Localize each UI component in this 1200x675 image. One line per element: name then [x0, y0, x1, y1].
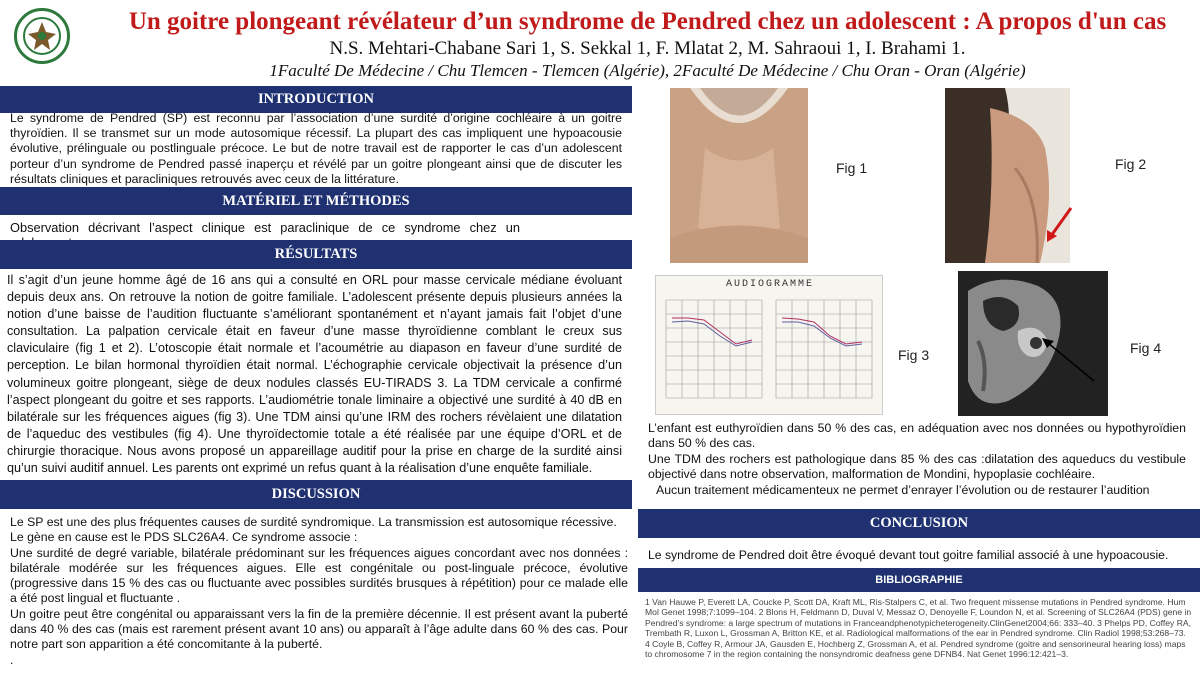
- results-text: Il s’agit d’un jeune homme âgé de 16 ans qui a consulté en ORL pour masse cervicale médiane évoluant depuis deux ans. On retrouve la notion de goitre familiale. L’adolescent présente depuis plusieurs années la notion d’une baisse de l’audition fluctuante s’améliorant spontanément et n’ayant jamais fait l’objet d’une consultation. La palpation cervicale était en faveur d’une masse thyroïdienne comblant le creux sus claviculaire (fig 1 et 2). L’otoscopie était normale et l’acoumétrie au diapason en faveur d’une surdité de perception. Le bilan hormonal thyroïdien était normal. L’échographie cervicale objectivait la présence d’un volumineux goitre plongeant, siège de deux nodules classés EU-TIRADS 3. La TDM cervicale a confirmé l’aspect plongeant du goitre et ses rapports. L’audiométrie tonale liminaire a objectivé une surdité à 40 dB en bilatérale sur les fréquences aigues (fig 3). Une TDM ainsi qu’une IRM des rochers révèlaient une dilatation de l’aqueduc des vestibules (fig 4). Une thyroïdectomie totale a été réalisée par une équipe d’ORL et de chirurgie thoracique. Nous avons proposé un appareillage auditif pour la prise en charge de la surdité ainsi qu’un suivi auditif annuel. Les parents ont exprimé un refus quant à la réalisation d’une enquête familiale.: [7, 273, 622, 476]
- red-arrow-icon: [1043, 206, 1073, 246]
- logo-emblem-icon: [20, 14, 64, 58]
- university-logo: [14, 8, 70, 64]
- discussion-paragraph: .: [10, 652, 14, 667]
- figure-2-profile-photo: [945, 88, 1070, 263]
- discussion-heading: DISCUSSION: [0, 480, 632, 509]
- discussion-paragraph: Le SP est une des plus fréquentes causes de surdité syndromique. La transmission est autosomique récessive.: [10, 515, 617, 529]
- conclusion-heading: CONCLUSION: [638, 509, 1200, 538]
- figure-1-label: Fig 1: [836, 160, 868, 176]
- right-paragraph: Une TDM des rochers est pathologique dans 85 % des cas :dilatation des aqueducs du vestibule objectivé dans notre observation, malformation de Mondini, hypoplasie cochléaire.: [648, 451, 1186, 482]
- conclusion-text: Le syndrome de Pendred doit être évoqué devant tout goitre familial associé à une hypoacousie.: [648, 548, 1169, 562]
- introduction-heading: INTRODUCTION: [0, 86, 632, 113]
- figure-3-audiogram: [655, 275, 883, 415]
- affiliations: 1Faculté De Médecine / Chu Tlemcen - Tlemcen (Algérie), 2Faculté De Médecine / Chu Oran - Oran (Algérie): [269, 61, 1026, 80]
- bibliography-text: 1 Van Hauwe P, Everett LA, Coucke P, Scott DA, Kraft ML, Ris-Stalpers C, et al. Two frequent missense mutations in Pendred syndrome. Hum Mol Genet 1998;7:1099–104. 2 Blons H, Feldmann D, Duval V, Messaz O, Denoyelle F, Loundon N, et al. Screening of SLC26A4 (PDS) gene in Pendred’s syndrome: a large spectrum of mutations in Franceandphenotypicheterogeneity.ClinGenet2004;66: 333–40. 3 Phelps PD, Coffey RA, Trembath R, Luxon L, Grossman A, Britton KE, et al. Radiological malformations of the ear in Pendred syndrome. Clin Radiol 1998;53:268–73. 4 Coyle B, Coffey R, Armour JA, Gausden E, Hochberg Z, Grossman A, et al. Pendred syndrome (goitre and sensorineural hearing loss) maps to chromosome 7 in the region containing the nonsyndromic deafness gene DFNB4. Nat Genet 1996:12:421–3.: [645, 597, 1192, 660]
- audiogram-grid: [662, 296, 878, 408]
- bibliography-heading: BIBLIOGRAPHIE: [638, 568, 1200, 592]
- introduction-text: Le syndrome de Pendred (SP) est reconnu par l’association d’une surdité d’origine cochléaire à un goitre thyroïdien. Il se transmet sur un mode autosomique récessif. La plupart des cas impliquent une hypoacousie évolutive, prélinguale ou postlinguale précoce. Le but de notre travail est de rapporter le cas d’un adolescent porteur d’un syndrome de Pendred passé inaperçu et révélé par un goitre plongeant ainsi que de discuter les résultats cliniques et paracliniques retrouvés avec ceux de la littérature.: [10, 111, 622, 186]
- methods-heading: MATÉRIEL ET MÉTHODES: [0, 187, 632, 215]
- author-list: N.S. Mehtari-Chabane Sari 1, S. Sekkal 1, F. Mlatat 2, M. Sahraoui 1, I. Brahami 1.: [329, 38, 966, 59]
- poster-title: Un goitre plongeant révélateur d’un syndrome de Pendred chez un adolescent : A propos d'un cas: [128, 8, 1167, 35]
- neck-front-image: [670, 88, 808, 263]
- discussion-paragraph: Le gène en cause est le PDS SLC26A4. Ce syndrome associe :: [10, 530, 358, 545]
- right-paragraph: L’enfant est euthyroïdien dans 50 % des cas, en adéquation avec nos données ou hypothyroïdien dans 50 % des cas.: [648, 421, 1186, 451]
- results-heading: RÉSULTATS: [0, 240, 632, 269]
- discussion-text: [10, 515, 628, 675]
- right-paragraph: Aucun traitement médicamenteux ne permet d’enrayer l’évolution ou de restaurer l’audition: [656, 482, 1150, 497]
- discussion-paragraph: Un goitre peut être congénital ou apparaissant vers la fin de la première décennie. Il est présent avant la puberté dans 40 % des cas (mais est rarement présent avant 10 ans) ou apparaît à l’âge adulte dans 60 % des cas. Pour notre part son apparition a été concomitante à la puberté.: [10, 606, 628, 652]
- methods-text: Observation décrivant l’aspect clinique est paraclinique de ce syndrome chez un: [10, 220, 520, 235]
- black-arrow-icon: [1038, 335, 1098, 385]
- figure-4-ct-scan: [958, 271, 1108, 416]
- figure-4-label: Fig 4: [1130, 340, 1162, 356]
- figure-3-label: Fig 3: [898, 347, 930, 363]
- discussion-paragraph: Une surdité de degré variable, bilatérale prédominant sur les fréquences aigues concordant avec nos données : bilatérale modérée sur les fréquences aigues. Elle est congénitale ou post-linguale précoce, évolutive (progressive dans 15 % des cas ou fluctuante avec possibles surdités brusques à répétition) pour ce malade elle a été post lingual et fluctuante .: [10, 545, 628, 606]
- audiogram-title: AUDIOGRAMME: [725, 279, 814, 290]
- figure-1-neck-photo: [670, 88, 808, 263]
- figure-2-label: Fig 2: [1115, 156, 1147, 172]
- right-column-text: [648, 421, 1186, 507]
